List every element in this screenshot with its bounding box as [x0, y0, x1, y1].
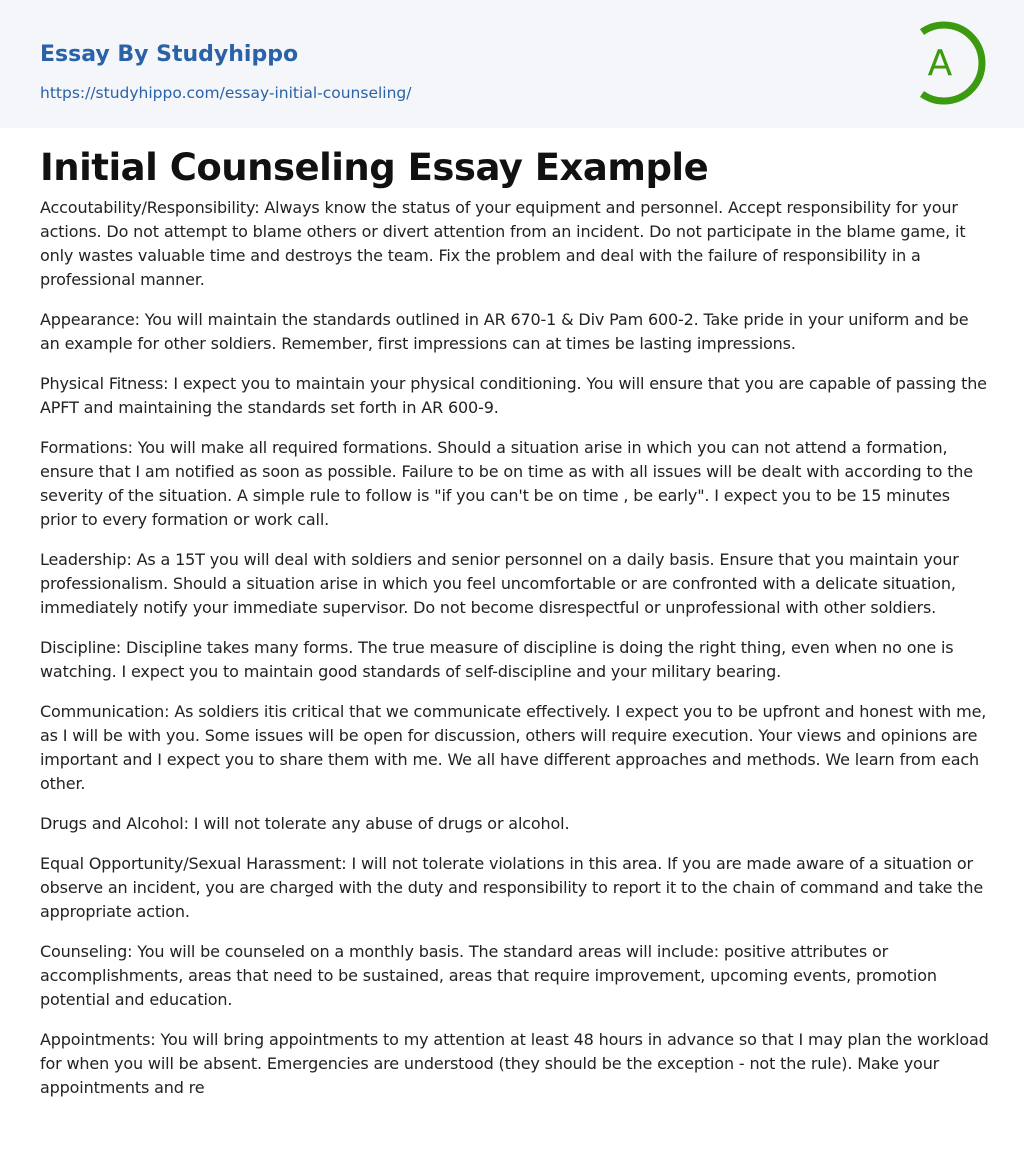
page-title: Initial Counseling Essay Example — [40, 146, 709, 189]
paragraph-communication: Communication: As soldiers itis critical that we communicate effectively. I expect you to be upfront and honest with me, as I will be with you. Some issues will be open for discussion, others will require execution. Your views and opinions are important and I expect you to share them with me. We all have different approaches and methods. We learn from each other. — [40, 702, 987, 793]
paragraph-counseling: Counseling: You will be counseled on a monthly basis. The standard areas will include: positive attributes or accomplishments, areas that need to be sustained, areas that require improvement, upcoming events, promotion potential and education. — [40, 942, 937, 1009]
studyhippo-logo-icon — [910, 18, 990, 108]
paragraph-leadership: Leadership: As a 15T you will deal with soldiers and senior personnel on a daily basis. Ensure that you maintain your professionalism. Should a situation arise in which you feel uncomfortable or are confronted with a delicate situation, immediately notify your immediate supervisor. Do not become disrespectful or unprofessional with other soldiers. — [40, 550, 959, 617]
paragraph-equal-opportunity: Equal Opportunity/Sexual Harassment: I will not tolerate violations in this area. If you are made aware of a situation or observe an incident, you are charged with the duty and responsibility to report it to the chain of command and take the appropriate action. — [40, 854, 984, 921]
paragraph-accountability: Accoutability/Responsibility: Always know the status of your equipment and personnel. Accept responsibility for your actions. Do not attempt to blame others or divert attention from an incident. Do not participate in the blame game, it only wastes valuable time and destroys the team. Fix the problem and deal with the failure of responsibility in a professional manner. — [40, 198, 966, 289]
site-name: Essay By Studyhippo — [40, 42, 299, 67]
paragraph-discipline: Discipline: Discipline takes many forms. The true measure of discipline is doing the right thing, even when no one is watching. I expect you to maintain good standards of self-discipline and your military bearing. — [40, 638, 954, 681]
essay-url-link[interactable]: https://studyhippo.com/essay-initial-counseling/ — [40, 84, 412, 102]
paragraph-physical-fitness: Physical Fitness: I expect you to maintain your physical conditioning. You will ensure that you are capable of passing the APFT and maintaining the standards set forth in AR 600-9. — [40, 374, 987, 417]
svg-text:A: A — [927, 43, 953, 84]
site-header — [0, 0, 1024, 128]
paragraph-appointments: Appointments: You will bring appointments to my attention at least 48 hours in advance so that I may plan the workload for when you will be absent. Emergencies are understood (they should be the exception - not the rule). Make your appointments and re — [40, 1030, 989, 1097]
paragraph-formations: Formations: You will make all required formations. Should a situation arise in which you can not attend a formation, ensure that I am notified as soon as possible. Failure to be on time as with all issues will be dealt with according to the severity of the situation. A simple rule to follow is "if you can't be on time , be early". I expect you to be 15 minutes prior to every formation or work call. — [40, 438, 973, 529]
essay-body — [40, 196, 990, 1116]
paragraph-drugs-alcohol: Drugs and Alcohol: I will not tolerate any abuse of drugs or alcohol. — [40, 814, 570, 833]
paragraph-appearance: Appearance: You will maintain the standards outlined in AR 670-1 & Div Pam 600-2. Take pride in your uniform and be an example for other soldiers. Remember, first impressions can at times be lasting impressions. — [40, 310, 969, 353]
